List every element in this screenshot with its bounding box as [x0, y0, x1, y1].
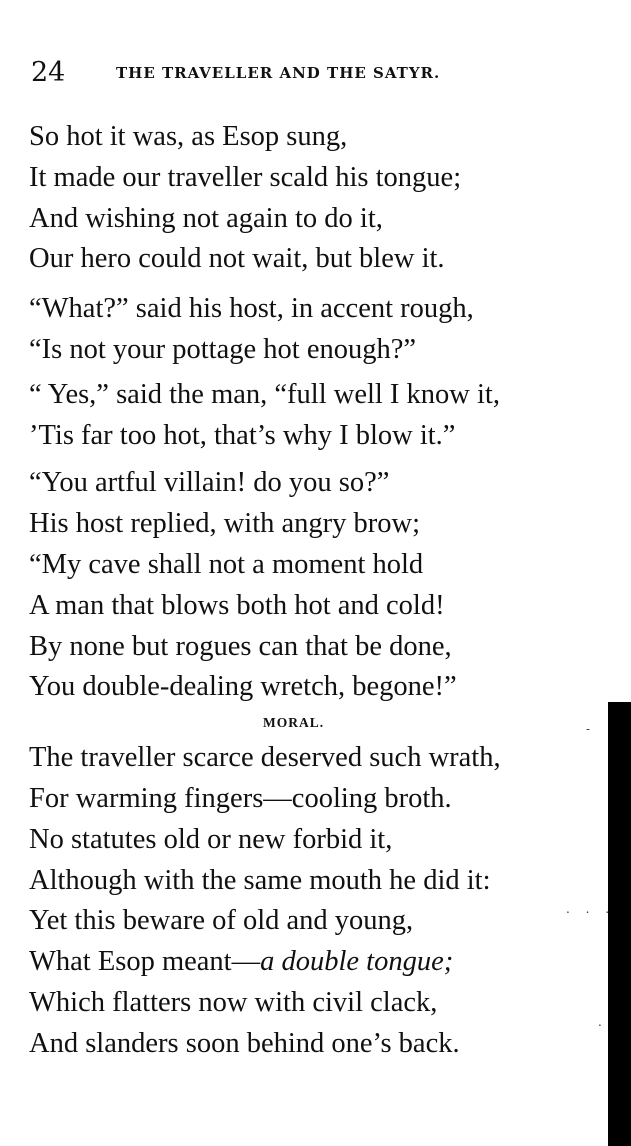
speck-mark: - — [586, 722, 591, 736]
line-prefix: What Esop meant— — [29, 946, 261, 978]
poem-line: Which flatters now with civil clack, — [29, 986, 438, 1018]
stanza-1 — [29, 117, 619, 280]
poem-line: “What?” said his host, in accent rough, — [29, 293, 474, 325]
poem-line: And wishing not again to do it, — [29, 202, 383, 234]
poem-line: “You artful villain! do you so?” — [29, 467, 390, 499]
poem-line: The traveller scarce deserved such wrath, — [29, 742, 501, 774]
moral-heading: MORAL. — [263, 715, 325, 731]
page-number: 24 — [31, 57, 66, 88]
moral-stanza — [29, 738, 619, 1064]
poem-line: Although with the same mouth he did it: — [29, 864, 491, 896]
poem-line: Our hero could not wait, but blew it. — [29, 243, 445, 275]
poem-line: So hot it was, as Esop sung, — [29, 121, 348, 152]
poem-line: No statutes old or new forbid it, — [29, 823, 393, 855]
italic-emphasis: a double tongue; — [260, 946, 454, 978]
running-title: THE TRAVELLER AND THE SATYR. — [116, 64, 441, 82]
poem-line: “My cave shall not a moment hold — [29, 548, 424, 580]
poem-line-italic — [29, 942, 619, 983]
poem-line: By none but rogues can that be done, — [29, 630, 452, 662]
poem-body — [29, 117, 619, 1065]
poem-line: Yet this beware of old and young, — [29, 905, 414, 937]
poem-line: And slanders soon behind one’s back. — [29, 1027, 460, 1059]
stanza-3 — [29, 375, 619, 457]
scan-edge-shadow — [608, 702, 631, 1146]
stanza-4 — [29, 463, 619, 708]
poem-line: ’Tis far too hot, that’s why I blow it.” — [29, 419, 456, 451]
poem-line: “Is not your pottage hot enough?” — [29, 333, 417, 365]
poem-line: For warming fingers—cooling broth. — [29, 782, 452, 814]
speck-mark: . — [598, 1015, 602, 1029]
poem-line: You double-dealing wretch, begone!” — [29, 671, 457, 703]
stanza-2 — [29, 289, 619, 371]
poem-line: It made our traveller scald his tongue; — [29, 161, 462, 193]
poem-line: “ Yes,” said the man, “full well I know it, — [29, 378, 500, 410]
speck-mark: . . . — [566, 902, 616, 916]
poem-line: A man that blows both hot and cold! — [29, 589, 445, 621]
poem-line: His host replied, with angry brow; — [29, 508, 421, 540]
